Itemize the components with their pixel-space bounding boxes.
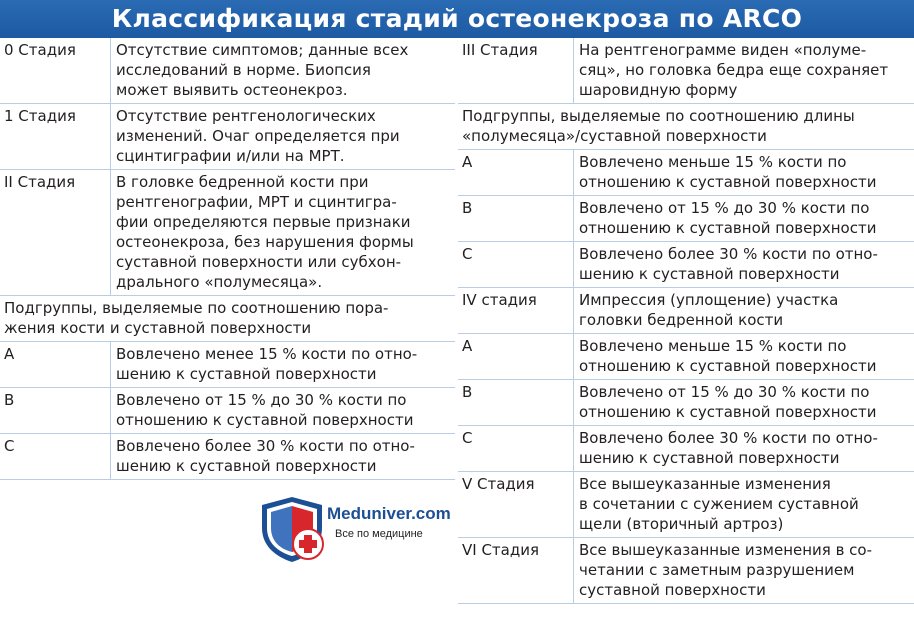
- stage-label: C: [462, 429, 473, 447]
- stage-description: Вовлечено от 15 % до 30 % кости по отношению к суставной поверхности: [573, 380, 914, 425]
- stage-description: На рентгенограмме виден «полуме- сяц», но головка бедра еще сохраняет шаровидную форму: [573, 38, 914, 103]
- table-row: [0, 38, 455, 104]
- table-row: [458, 472, 914, 538]
- right-column: [458, 38, 914, 604]
- table-row: [458, 150, 914, 196]
- meduniver-logo[interactable]: [256, 494, 466, 564]
- stage-label: C: [462, 245, 473, 263]
- stage-description: Вовлечено менее 15 % кости по отно- шению к суставной поверхности: [110, 342, 455, 387]
- stage-label: 0 Стадия: [4, 41, 76, 59]
- subgroup-header: [0, 296, 455, 342]
- stage-description: Все вышеуказанные изменения в сочетании с сужением суставной щели (вторичный артроз): [573, 472, 914, 537]
- stage-description: Вовлечено меньше 15 % кости по отношению к суставной поверхности: [573, 334, 914, 379]
- stage-description: Вовлечено более 30 % кости по отно- шению к суставной поверхности: [110, 434, 455, 479]
- stage-description: Отсутствие симптомов; данные всех исследований в норме. Биопсия может выявить остеонекроз.: [110, 38, 455, 103]
- stage-label: B: [462, 383, 473, 401]
- left-column: [0, 38, 455, 480]
- table-row: [0, 342, 455, 388]
- table-row: [458, 334, 914, 380]
- page-title: Классификация стадий остеонекроза по ARCO: [0, 0, 914, 38]
- table-row: [458, 288, 914, 334]
- subgroup-header-text: Подгруппы, выделяемые по соотношению пора- жения кости и суставной поверхности: [4, 299, 389, 337]
- stage-label: B: [4, 391, 15, 409]
- stage-description: Отсутствие рентгенологических изменений. Очаг определяется при сцинтиграфии и/или на МРТ.: [110, 104, 455, 169]
- table-row: [0, 104, 455, 170]
- stage-description: Вовлечено более 30 % кости по отно- шению к суставной поверхности: [573, 426, 914, 471]
- stage-label: 1 Стадия: [4, 107, 76, 125]
- stage-label: A: [462, 153, 473, 171]
- subgroup-header-text: Подгруппы, выделяемые по соотношению длины «полумесяца»/суставной поверхности: [462, 107, 855, 145]
- table-row: [458, 538, 914, 604]
- table-row: [458, 242, 914, 288]
- stage-label: C: [4, 437, 15, 455]
- stage-description: Вовлечено меньше 15 % кости по отношению к суставной поверхности: [573, 150, 914, 195]
- logo-brand-name: Meduniver.com: [327, 504, 451, 523]
- stage-label: II Стадия: [4, 173, 76, 191]
- table-row: [458, 380, 914, 426]
- table-row: [0, 388, 455, 434]
- subgroup-header: [458, 104, 914, 150]
- table-row: [458, 38, 914, 104]
- stage-description: В головке бедренной кости при рентгенографии, МРТ и сцинтигра- фии определяются первые признаки остеонекроза, без нарушения формы суставной поверхности или субхон- дрального «полумесяца».: [110, 170, 455, 295]
- stage-label: IV стадия: [462, 291, 537, 309]
- stage-description: Вовлечено более 30 % кости по отно- шению к суставной поверхности: [573, 242, 914, 287]
- stage-description: Импрессия (уплощение) участка головки бедренной кости: [573, 288, 914, 333]
- table-row: [458, 196, 914, 242]
- stage-label: A: [462, 337, 473, 355]
- stage-description: Вовлечено от 15 % до 30 % кости по отношению к суставной поверхности: [573, 196, 914, 241]
- table-row: [458, 426, 914, 472]
- stage-label: A: [4, 345, 15, 363]
- stage-description: Вовлечено от 15 % до 30 % кости по отношению к суставной поверхности: [110, 388, 455, 433]
- shield-icon: [256, 494, 328, 564]
- logo-tagline: Все по медицине: [335, 528, 423, 540]
- stage-label: B: [462, 199, 473, 217]
- stage-label: V Стадия: [462, 475, 535, 493]
- stage-description: Все вышеуказанные изменения в со- четании с заметным разрушением суставной поверхности: [573, 538, 914, 603]
- table-row: [0, 170, 455, 296]
- stage-label: VI Стадия: [462, 541, 539, 559]
- stage-label: III Стадия: [462, 41, 538, 59]
- table-row: [0, 434, 455, 480]
